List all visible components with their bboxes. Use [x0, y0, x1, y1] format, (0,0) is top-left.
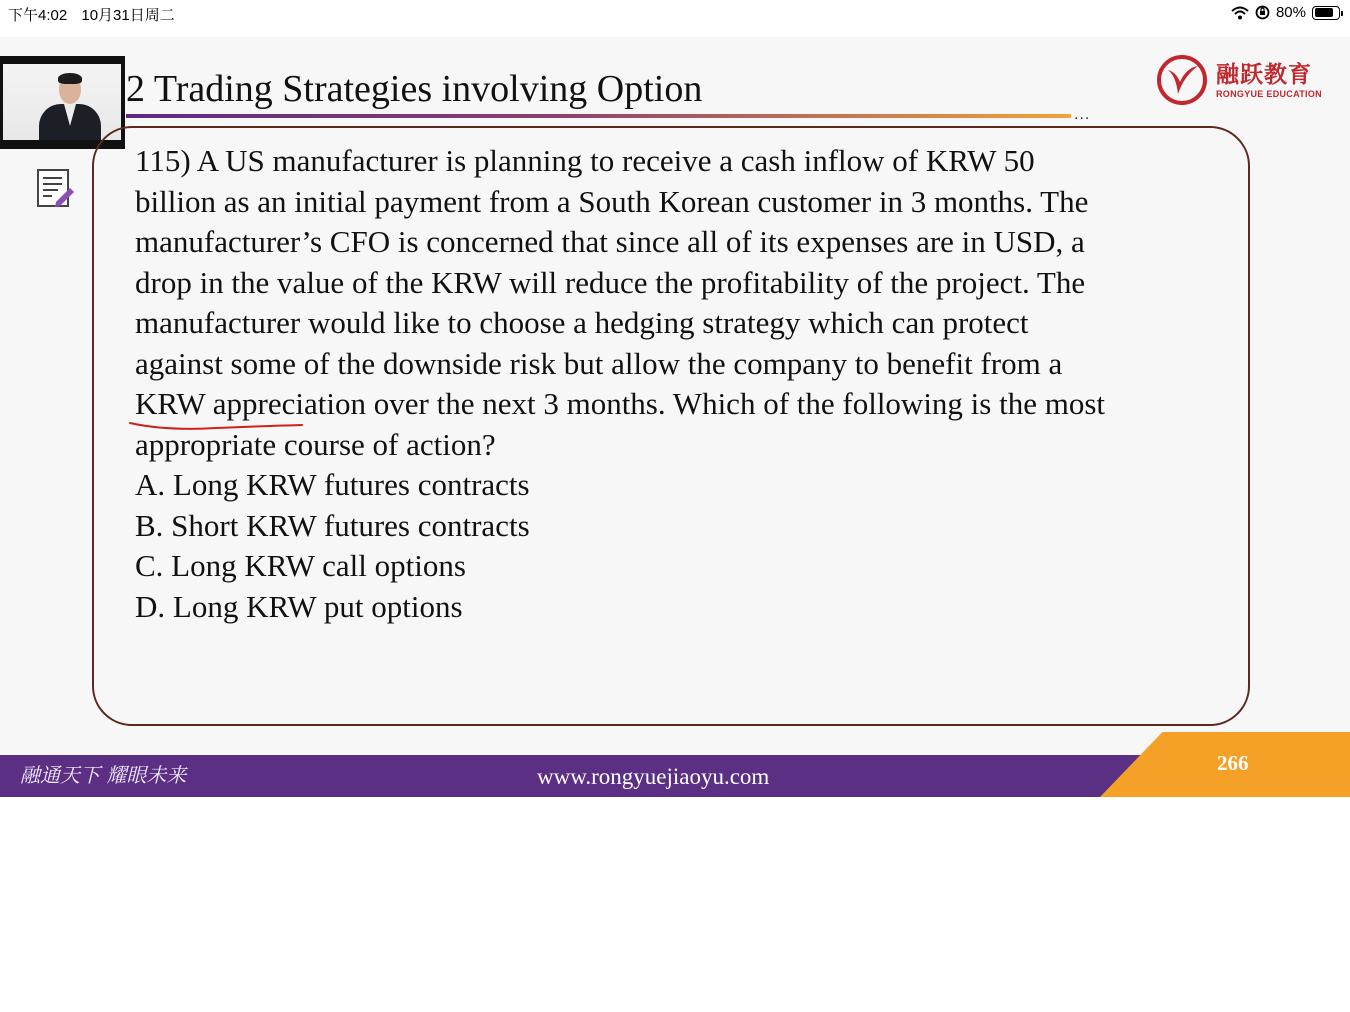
question-line: 115) A US manufacturer is planning to receive a cash inflow of KRW 50	[135, 143, 1035, 178]
answer-options	[135, 465, 530, 627]
footer-slogan: 融通天下 耀眼未来	[20, 763, 187, 787]
notes-edit-icon[interactable]	[36, 168, 76, 210]
option-b: B. Short KRW futures contracts	[135, 507, 530, 543]
logo-name-en: RONGYUE EDUCATION	[1216, 89, 1322, 99]
slide-title: 2 Trading Strategies involving Option	[126, 68, 703, 110]
question-line: manufacturer’s CFO is concerned that since all of its expenses are in USD, a	[135, 224, 1085, 259]
orientation-lock-icon	[1255, 5, 1270, 20]
presenter-video-frame	[3, 64, 121, 140]
rongyue-logo-icon	[1156, 54, 1208, 106]
question-line: KRW appreciation over the next 3 months. Which of the following is the most	[135, 386, 1106, 421]
option-a: A. Long KRW futures contracts	[135, 467, 530, 502]
battery-percent: 80%	[1275, 4, 1306, 21]
footer-url: www.rongyuejiaoyu.com	[537, 764, 770, 789]
question-line: appropriate course of action?	[135, 426, 496, 462]
status-left	[8, 4, 185, 25]
brand-logo	[1156, 54, 1322, 106]
status-date: 10月31日周二	[81, 7, 175, 24]
option-d: D. Long KRW put options	[135, 588, 463, 624]
battery-fill	[1315, 8, 1333, 17]
title-dots: ...	[1074, 106, 1091, 123]
question-text	[135, 141, 1205, 465]
status-time: 下午4:02	[8, 7, 68, 24]
status-right	[1231, 4, 1340, 21]
wifi-icon	[1231, 6, 1249, 20]
battery-icon	[1312, 6, 1340, 20]
logo-text	[1216, 61, 1322, 99]
title-underline	[126, 114, 1071, 118]
question-line: billion as an initial payment from a South Korean customer in 3 months. The	[135, 183, 1089, 219]
page-number: 266	[1217, 751, 1249, 775]
slide	[0, 37, 1350, 797]
logo-name-cn: 融跃教育	[1216, 62, 1312, 88]
question-line: against some of the downside risk but allow the company to benefit from a	[135, 345, 1063, 381]
presenter-hair	[58, 73, 82, 84]
question-line: manufacturer would like to choose a hedging strategy which can protect	[135, 305, 1029, 340]
status-bar	[0, 0, 1350, 28]
question-line: drop in the value of the KRW will reduce the profitability of the project. The	[135, 264, 1086, 300]
option-c: C. Long KRW call options	[135, 548, 466, 583]
